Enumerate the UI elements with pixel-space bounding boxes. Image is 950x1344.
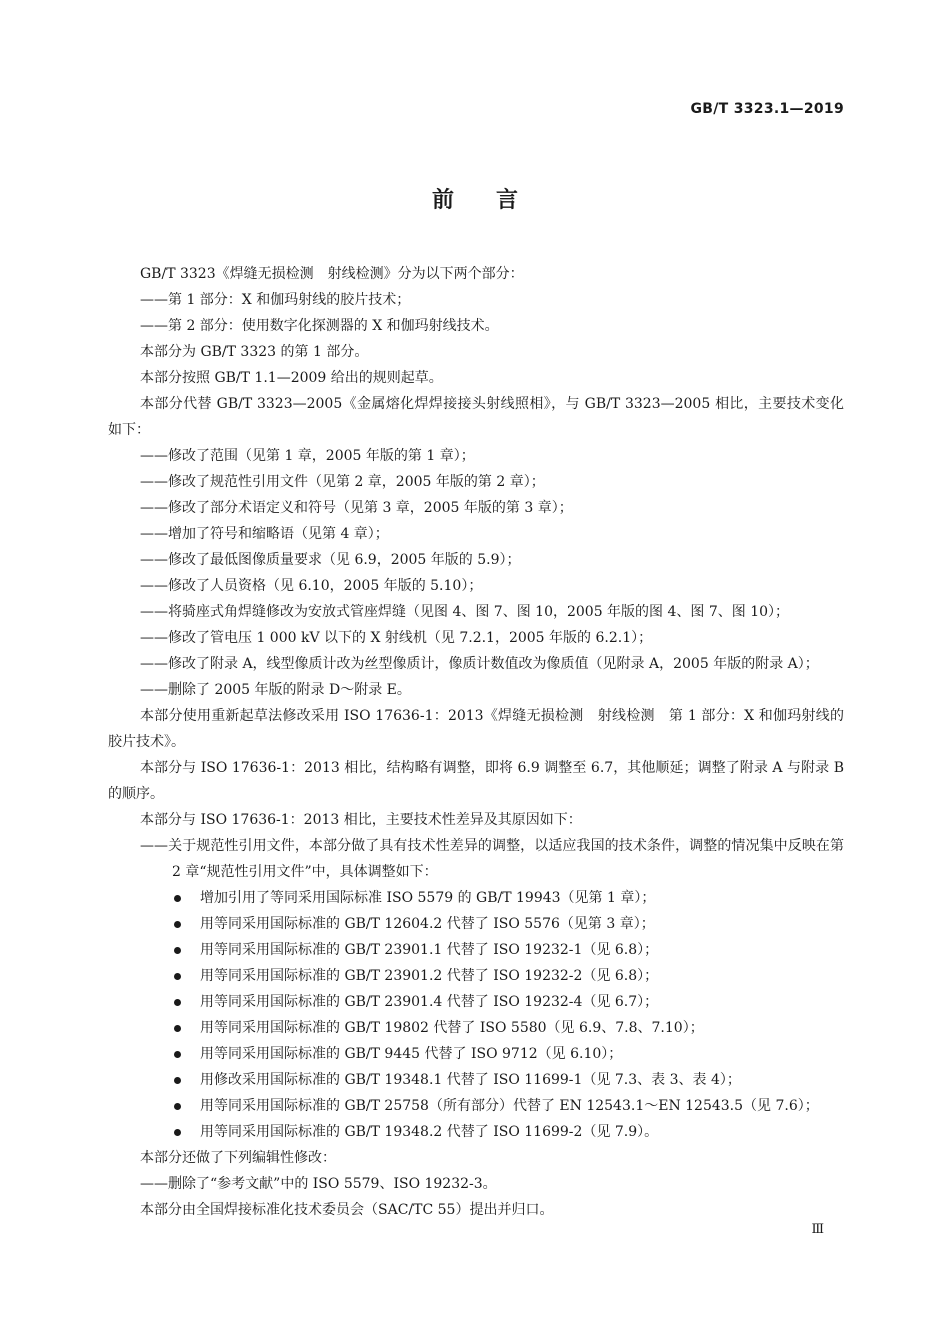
- paragraph: 本部分还做了下列编辑性修改：: [140, 1150, 336, 1166]
- list-item: 用等同采用国际标准的 GB/T 23901.4 代替了 ISO 19232-4（见 6.7）；: [108, 989, 844, 1015]
- list-item: 增加引用了等同采用国际标准 ISO 5579 的 GB/T 19943（见第 1 章）；: [108, 885, 844, 911]
- change-item: ——修改了最低图像质量要求（见 6.9，2005 年版的 5.9）；: [140, 552, 521, 568]
- bullet-icon: [174, 1103, 181, 1110]
- change-item: ——增加了符号和缩略语（见第 4 章）；: [140, 526, 389, 542]
- change-item: ——修改了范围（见第 1 章，2005 年版的第 1 章）；: [140, 448, 475, 464]
- bullet-icon: [174, 1129, 181, 1136]
- change-item: ——修改了部分术语定义和符号（见第 3 章，2005 年版的第 3 章）；: [140, 500, 573, 516]
- bullet-icon: [174, 973, 181, 980]
- standard-code: GB/T 3323.1—2019: [690, 101, 844, 117]
- list-item: 用等同采用国际标准的 GB/T 25758（所有部分）代替了 EN 12543.1～EN 12543.5（见 7.6）；: [108, 1093, 844, 1119]
- foreword-body: [108, 261, 844, 1223]
- paragraph: 本部分由全国焊接标准化技术委员会（SAC/TC 55）提出并归口。: [140, 1202, 554, 1218]
- list-item: 用等同采用国际标准的 GB/T 19348.2 代替了 ISO 11699-2（见 7.9）。: [108, 1119, 844, 1145]
- list-item: 用等同采用国际标准的 GB/T 19802 代替了 ISO 5580（见 6.9、7.8、7.10）；: [108, 1015, 844, 1041]
- page-title: 前言: [431, 188, 560, 213]
- change-item: ——修改了规范性引用文件（见第 2 章，2005 年版的第 2 章）；: [140, 474, 545, 490]
- bullet-icon: [174, 895, 181, 902]
- part-item: ——第 2 部分：使用数字化探测器的 X 和伽玛射线技术。: [140, 318, 499, 334]
- editorial-item: ——删除了“参考文献”中的 ISO 5579、ISO 19232-3。: [140, 1176, 497, 1192]
- paragraph: 本部分代替 GB/T 3323—2005《金属熔化焊焊接接头射线照相》，与 GB/T 3323—2005 相比，主要技术变化如下：: [108, 396, 844, 438]
- paragraph: 本部分为 GB/T 3323 的第 1 部分。: [140, 344, 369, 360]
- change-item: ——修改了管电压 1 000 kV 以下的 X 射线机（见 7.2.1，2005 年版的 6.2.1）；: [140, 630, 653, 646]
- list-item: 用等同采用国际标准的 GB/T 12604.2 代替了 ISO 5576（见第 3 章）；: [108, 911, 844, 937]
- paragraph: 本部分与 ISO 17636-1：2013 相比，结构略有调整，即将 6.9 调整至 6.7，其他顺延；调整了附录 A 与附录 B 的顺序。: [108, 760, 844, 802]
- difference-item: ——关于规范性引用文件，本部分做了具有技术性差异的调整，以适应我国的技术条件，调整的情况集中反映在第 2 章“规范性引用文件”中，具体调整如下：: [140, 838, 844, 880]
- part-item: ——第 1 部分：X 和伽玛射线的胶片技术；: [140, 292, 411, 308]
- list-item: 用修改采用国际标准的 GB/T 19348.1 代替了 ISO 11699-1（见 7.3、表 3、表 4）；: [108, 1067, 844, 1093]
- change-item: ——将骑座式角焊缝修改为安放式管座焊缝（见图 4、图 7、图 10，2005 年版的图 4、图 7、图 10）；: [140, 604, 790, 620]
- change-item: ——修改了附录 A，线型像质计改为丝型像质计，像质计数值改为像质值（见附录 A，2005 年版的附录 A）；: [140, 656, 819, 672]
- paragraph: GB/T 3323《焊缝无损检测 射线检测》分为以下两个部分：: [140, 266, 524, 282]
- bullet-icon: [174, 1077, 181, 1084]
- page-number: Ⅲ: [811, 1222, 824, 1237]
- adjustment-list: [108, 885, 844, 1145]
- paragraph: 本部分使用重新起草法修改采用 ISO 17636-1：2013《焊缝无损检测 射线检测 第 1 部分：X 和伽玛射线的胶片技术》。: [108, 708, 844, 750]
- change-item: ——修改了人员资格（见 6.10，2005 年版的 5.10）；: [140, 578, 483, 594]
- list-item: 用等同采用国际标准的 GB/T 23901.2 代替了 ISO 19232-2（见 6.8）；: [108, 963, 844, 989]
- list-item: 用等同采用国际标准的 GB/T 23901.1 代替了 ISO 19232-1（见 6.8）；: [108, 937, 844, 963]
- change-item: ——删除了 2005 年版的附录 D～附录 E。: [140, 682, 411, 698]
- paragraph: 本部分与 ISO 17636-1：2013 相比，主要技术性差异及其原因如下：: [140, 812, 582, 828]
- paragraph: 本部分按照 GB/T 1.1—2009 给出的规则起草。: [140, 370, 443, 386]
- bullet-icon: [174, 999, 181, 1006]
- bullet-icon: [174, 947, 181, 954]
- list-item: 用等同采用国际标准的 GB/T 9445 代替了 ISO 9712（见 6.10）；: [108, 1041, 844, 1067]
- bullet-icon: [174, 921, 181, 928]
- bullet-icon: [174, 1051, 181, 1058]
- bullet-icon: [174, 1025, 181, 1032]
